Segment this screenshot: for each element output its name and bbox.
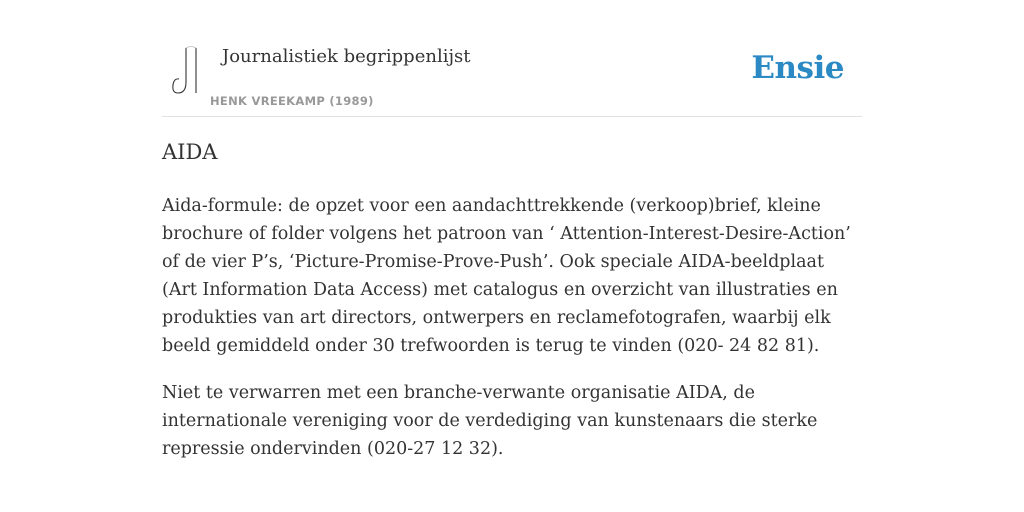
entry-title: AIDA	[162, 140, 218, 164]
book-title[interactable]: Journalistiek begrippenlijst	[222, 46, 471, 67]
journalistiek-logo-icon[interactable]	[162, 44, 206, 96]
entry-paragraph: Aida-formule: de opzet voor een aandachttrekkende (verkoop)brief, kleine brochure of folder volgens het patroon van ‘ Attention-Interest-Desire-Action’ of de vier P’s, ‘Picture-Promise-Prove-Push’. Ook speciale AIDA-beeldplaat (Art Information Data Access) met catalogus en overzicht van illustraties en produkties van art directors, ontwerpers en reclamefotografen, waarbij elk beeld gemiddeld onder 30 trefwoorden is terug te vinden (020- 24 82 81).	[162, 196, 851, 356]
ensie-logo[interactable]: Ensie	[751, 50, 844, 86]
entry-paragraph: Niet te verwarren met een branche-verwante organisatie AIDA, de internationale vereniging voor de verdediging van kunstenaars die sterke repressie ondervinden (020-27 12 32).	[162, 383, 818, 459]
book-author: HENK VREEKAMP (1989)	[210, 94, 374, 108]
entry-body	[162, 192, 862, 482]
page-header	[162, 40, 862, 117]
